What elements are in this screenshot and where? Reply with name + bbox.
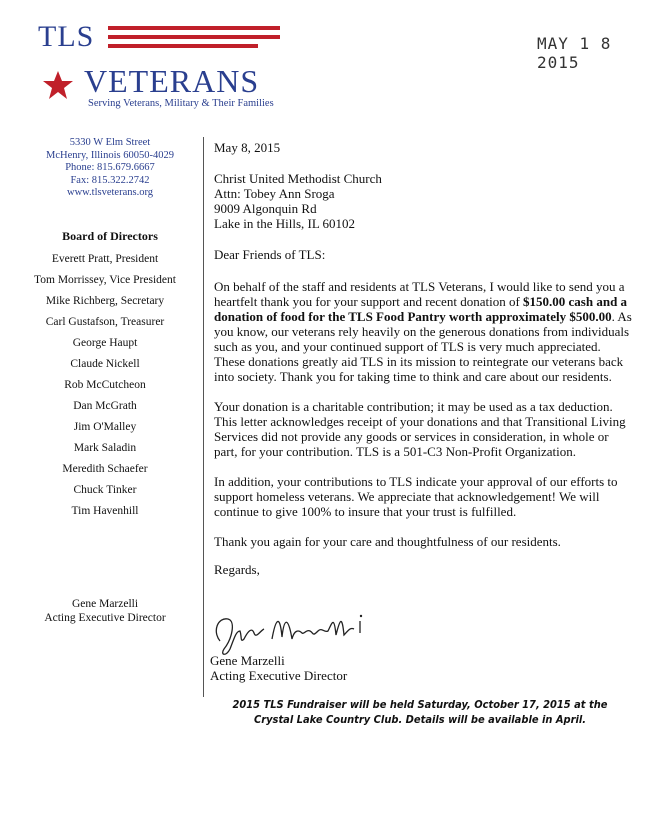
logo-veterans-text: VETERANS [84, 63, 260, 99]
contact-website: www.tlsveterans.org [66, 187, 154, 198]
signer-name: Gene Marzelli [210, 653, 285, 668]
logo-tls-text: TLS [38, 20, 95, 53]
board-member: Tom Morrissey, Vice President [34, 274, 176, 286]
letter-body [214, 140, 634, 577]
board-list [0, 252, 210, 525]
contact-fax: Fax: 815.322.2742 [70, 174, 150, 186]
contact-info [30, 137, 190, 200]
board-member: Mike Richberg, Secretary [45, 295, 165, 307]
board-title: Board of Directors [62, 229, 158, 243]
recipient-address [214, 171, 634, 231]
fundraiser-line: 2015 TLS Fundraiser will be held Saturday, October 17, 2015 at the [232, 698, 608, 711]
board-member: Jim O'Malley [73, 421, 137, 433]
letter-date: May 8, 2015 [214, 140, 281, 155]
logo-tagline: Serving Veterans, Military & Their Families [88, 98, 274, 109]
thanks-line: Thank you again for your care and thoughtfulness of our residents. [214, 534, 561, 549]
board-member: Dan McGrath [73, 400, 137, 412]
fundraiser-line: Crystal Lake Country Club. Details will be available in April. [253, 713, 587, 726]
p1-text-b: . As you know, our veterans rely heavily on the generous donations from individuals such as you, and your continued support of TLS is very much appreciated. These donations greatly aid TLS in its mission to reintegrate our veterans back into society. Thank you for taking time to think and care about our residents. [214, 309, 632, 384]
address-line: Lake in the Hills, IL 60102 [214, 216, 356, 231]
signature-block [210, 653, 347, 683]
address-line: Attn: Tobey Ann Sroga [214, 186, 335, 201]
board-member: Meredith Schaefer [62, 463, 148, 475]
salutation: Dear Friends of TLS: [214, 247, 326, 262]
paragraph-thanks [214, 279, 634, 384]
board-member: George Haupt [72, 337, 138, 349]
board-member: Tim Havenhill [71, 505, 139, 517]
board-member: Carl Gustafson, Treasurer [45, 316, 165, 328]
paragraph-approval: In addition, your contributions to TLS indicate your approval of our efforts to support homeless veterans. We appreciate that acknowledgement! We will continue to give 100% to insure that your trust is fulfilled. [214, 474, 618, 519]
received-date-stamp: MAY 1 8 2015 [537, 34, 612, 72]
paragraph-tax: Your donation is a charitable contribution; it may be used as a tax deduction. This letter acknowledges receipt of your donations and that Transitional Living Services did not provide any goods or services in consideration, in whole or part, for your contribution. TLS is a 501-C3 Non-Profit Organization. [214, 399, 626, 459]
handwritten-signature [206, 609, 381, 659]
p1-text-a: On behalf of the staff and residents at TLS Veterans, I would like to send you a heartfelt thank you for your support and recent donation of [214, 279, 625, 309]
fundraiser-notice [230, 697, 610, 727]
executive-name: Gene Marzelli [71, 598, 139, 610]
closing: Regards, [214, 562, 260, 577]
contact-phone: Phone: 815.679.6667 [65, 162, 155, 173]
logo-stripes [108, 26, 280, 56]
executive-block [20, 597, 190, 625]
address-line: Christ United Methodist Church [214, 171, 382, 186]
address-line: 9009 Algonquin Rd [214, 201, 317, 216]
tls-veterans-logo [38, 18, 278, 113]
red-star-icon [42, 70, 74, 100]
executive-title: Acting Executive Director [44, 612, 166, 624]
board-member: Chuck Tinker [73, 484, 137, 496]
board-member: Mark Saladin [73, 442, 137, 454]
board-member: Rob McCutcheon [64, 379, 146, 391]
column-divider [203, 137, 204, 697]
board-member: Everett Pratt, President [51, 253, 159, 265]
board-member: Claude Nickell [70, 358, 140, 370]
donation-amount: $150.00 cash and a donation of food for the TLS Food Pantry worth approximately $500.00 [214, 294, 628, 324]
contact-city: McHenry, Illinois 60050-4029 [46, 149, 174, 161]
contact-street: 5330 W Elm Street [69, 137, 151, 148]
signer-title: Acting Executive Director [210, 668, 348, 683]
